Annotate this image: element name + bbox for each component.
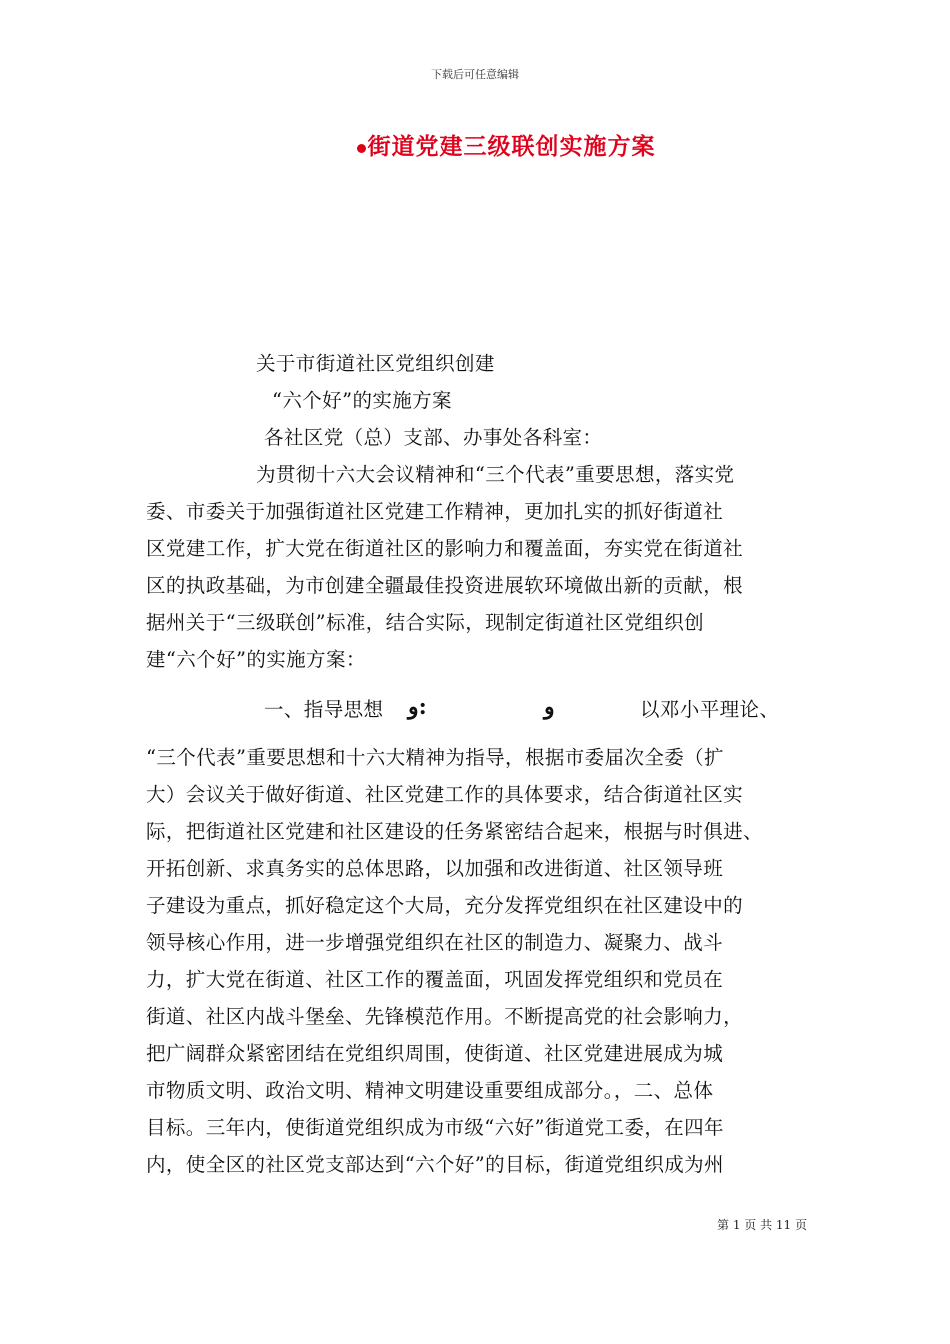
body-line: 领导核心作用，进一步增强党组织在社区的制造力、凝聚力、战斗	[146, 931, 724, 954]
body-line: “三个代表”重要思想和十六大精神为指导，根据市委届次全委（扩	[146, 746, 724, 769]
document-title-container	[0, 128, 950, 161]
body-line: 区党建工作，扩大党在街道社区的影响力和覆盖面，夯实党在街道社	[146, 537, 744, 560]
body-line: “六个好”的实施方案	[272, 389, 452, 412]
red-bullet-icon	[357, 144, 366, 153]
body-line: 建“六个好”的实施方案：	[146, 648, 366, 671]
page-number: 第 1 页 共 11 页	[717, 1218, 807, 1232]
body-line: 为贯彻十六大会议精神和“三个代表”重要思想，落实党	[256, 463, 735, 486]
ornament-mark: و	[544, 694, 555, 720]
body-line: 大）会议关于做好街道、社区党建工作的具体要求，结合街道社区实	[146, 783, 744, 806]
body-line: 际，把街道社区党建和社区建设的任务紧密结合起来，根据与时俱进、	[146, 820, 763, 843]
section-heading: 一、指导思想	[264, 698, 384, 721]
body-line: 据州关于“三级联创”标准，结合实际，现制定街道社区党组织创	[146, 611, 705, 634]
ornament-mark: و:	[408, 694, 427, 720]
body-line: 各社区党（总）支部、办事处各科室：	[264, 426, 603, 449]
body-line: 内，使全区的社区党支部达到“六个好”的目标，街道党组织成为州	[146, 1153, 724, 1176]
section-lead: 以邓小平理论、	[640, 698, 780, 721]
body-line: 子建设为重点，抓好稳定这个大局，充分发挥党组织在社区建设中的	[146, 894, 744, 917]
body-line: 把广阔群众紧密团结在党组织周围，使街道、社区党建进展成为城	[146, 1042, 724, 1065]
body-line: 目标。三年内，使街道党组织成为市级“六好”街道党工委，在四年	[146, 1116, 724, 1139]
body-line: 街道、社区内战斗堡垒、先锋模范作用。不断提高党的社会影响力，	[146, 1005, 744, 1028]
body-line: 委、市委关于加强街道社区党建工作精神，更加扎实的抓好街道社	[146, 500, 724, 523]
body-line: 市物质文明、政治文明、精神文明建设重要组成部分。，二、总体	[146, 1079, 714, 1102]
body-line: 关于市街道社区党组织创建	[256, 352, 495, 375]
body-line: 区的执政基础，为市创建全疆最佳投资进展软环境做出新的贡献，根	[146, 574, 744, 597]
document-title: 街道党建三级联创实施方案	[367, 133, 656, 160]
body-line: 力，扩大党在街道、社区工作的覆盖面，巩固发挥党组织和党员在	[146, 968, 724, 991]
body-line: 开拓创新、求真务实的总体思路，以加强和改进街道、社区领导班	[146, 857, 724, 880]
header-note: 下载后可任意编辑	[431, 68, 519, 81]
